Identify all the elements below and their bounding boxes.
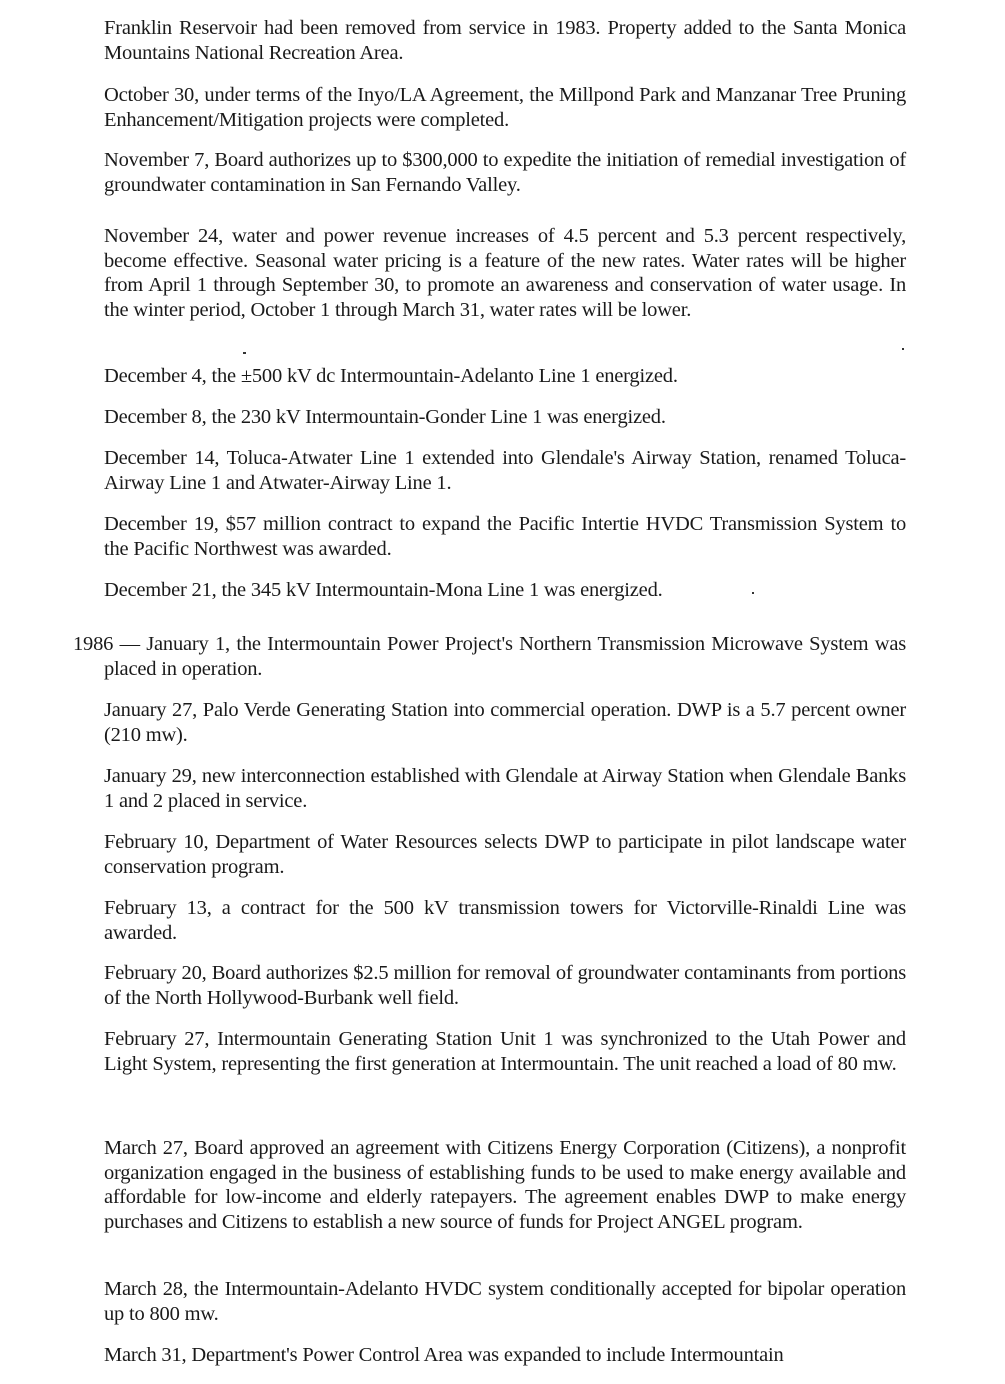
chronology-entry: February 13, a contract for the 500 kV transmission towers for Victorville-Rinaldi Line was awarded. — [104, 897, 906, 944]
chronology-entry: March 31, Department's Power Control Area was expanded to include Intermountain — [104, 1344, 784, 1366]
chronology-entry: February 27, Intermountain Generating Station Unit 1 was synchronized to the Utah Power and Light System, representing the first generation at Intermountain. The unit reached a load of 80 mw. — [104, 1028, 906, 1075]
chronology-entry: November 7, Board authorizes up to $300,000 to expedite the initiation of remedial investigation of groundwater contamination in San Fernando Valley. — [104, 149, 906, 196]
chronology-entry: Franklin Reservoir had been removed from service in 1983. Property added to the Santa Monica Mountains National Recreation Area. — [104, 17, 906, 64]
chronology-entry: February 10, Department of Water Resources selects DWP to participate in pilot landscape water conservation program. — [104, 831, 906, 878]
chronology-entry: December 8, the 230 kV Intermountain-Gonder Line 1 was energized. — [104, 406, 666, 428]
chronology-entry: October 30, under terms of the Inyo/LA Agreement, the Millpond Park and Manzanar Tree Pruning Enhancement/Mitigation projects were completed. — [104, 84, 906, 131]
scan-speck — [752, 592, 754, 594]
chronology-entry: January 27, Palo Verde Generating Station into commercial operation. DWP is a 5.7 percent owner (210 mw). — [104, 699, 906, 746]
chronology-entry: March 28, the Intermountain-Adelanto HVDC system conditionally accepted for bipolar operation up to 800 mw. — [104, 1278, 906, 1325]
chronology-entry: February 20, Board authorizes $2.5 million for removal of groundwater contaminants from portions of the North Hollywood-Burbank well field. — [104, 962, 906, 1009]
year-1986-entry: 1986 — January 1, the Intermountain Power Project's Northern Transmission Microwave System was placed in operation. — [73, 633, 906, 680]
chronology-entry: March 27, Board approved an agreement with Citizens Energy Corporation (Citizens), a nonprofit organization engaged in the business of establishing funds to be used to make energy available and affordable for low-income and elderly ratepayers. The agreement enables DWP to make energy purchases and Citizens to establish a new source of funds for Project ANGEL program. — [104, 1137, 906, 1233]
chronology-entry: December 19, $57 million contract to expand the Pacific Intertie HVDC Transmission System to the Pacific Northwest was awarded. — [104, 513, 906, 560]
scan-speck — [902, 348, 904, 350]
chronology-entry: November 24, water and power revenue increases of 4.5 percent and 5.3 percent respectively, become effective. Seasonal water pricing is a feature of the new rates. Water rates will be higher from April 1 through September 30, to promote an awareness and conservation of water usage. In the winter period, October 1 through March 31, water rates will be lower. — [104, 225, 906, 321]
chronology-entry: December 14, Toluca-Atwater Line 1 extended into Glendale's Airway Station, renamed Toluca-Airway Line 1 and Atwater-Airway Line 1. — [104, 447, 906, 494]
chronology-entry: January 29, new interconnection established with Glendale at Airway Station when Glendale Banks 1 and 2 placed in service. — [104, 765, 906, 812]
chronology-entry: December 4, the ±500 kV dc Intermountain-Adelanto Line 1 energized. — [104, 365, 678, 387]
scan-speck — [243, 352, 246, 354]
chronology-entry: December 21, the 345 kV Intermountain-Mona Line 1 was energized. — [104, 579, 663, 601]
